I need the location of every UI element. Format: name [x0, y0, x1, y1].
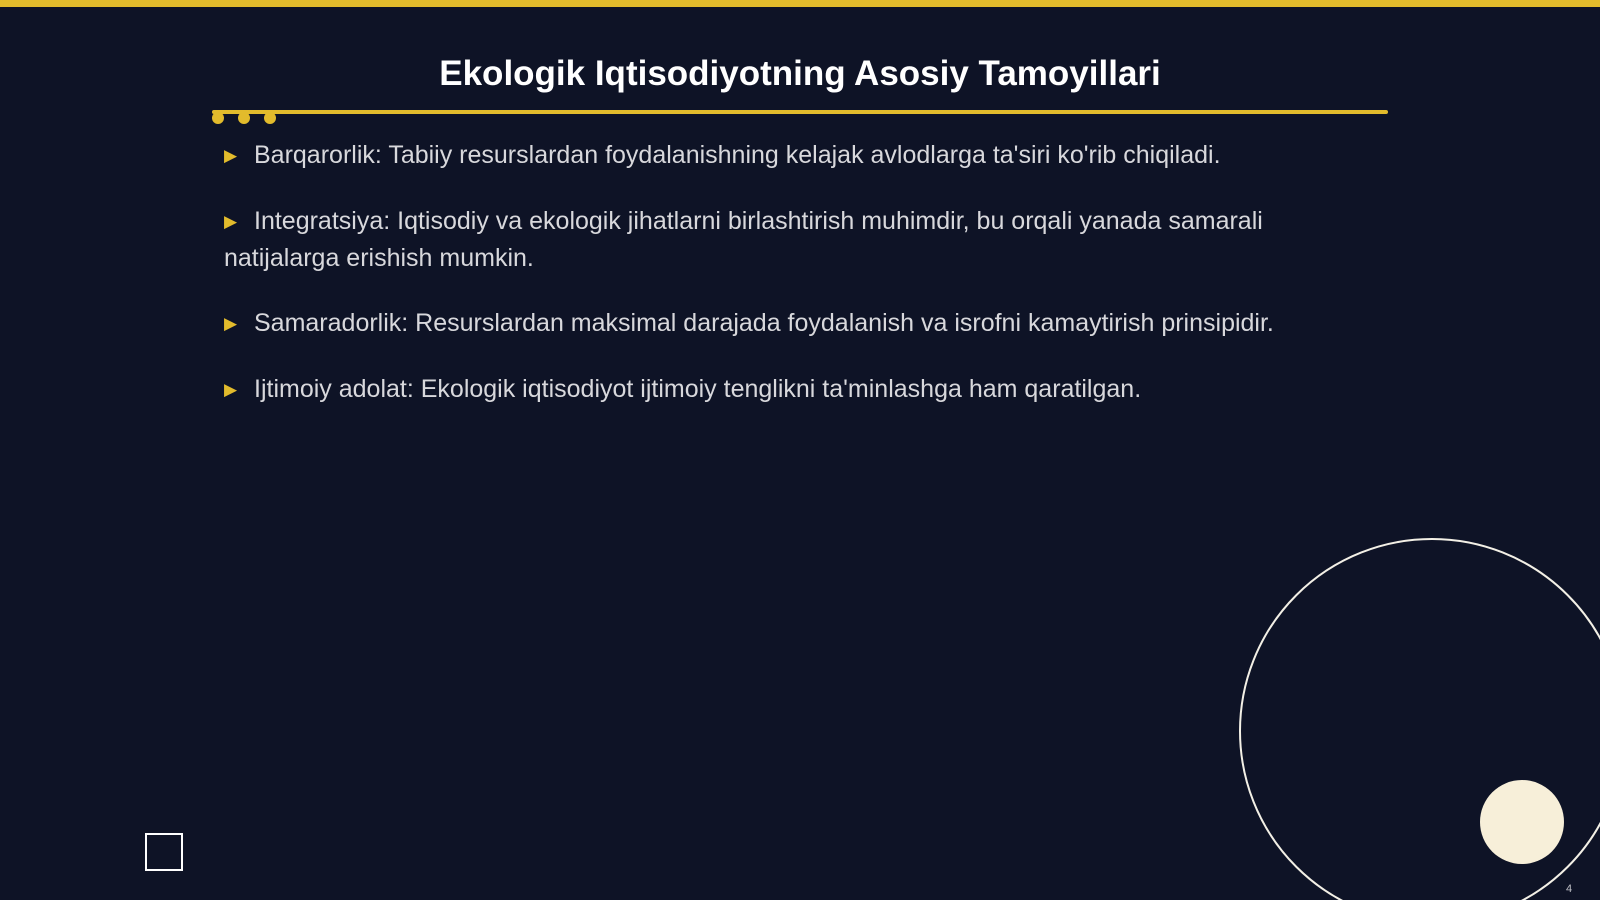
page-number: 4 [1566, 883, 1573, 895]
slide-title: Ekologik Iqtisodiyotning Asosiy Tamoyillari [439, 54, 1161, 93]
bullet-item [224, 137, 1384, 174]
bullet-list [224, 137, 1384, 437]
triangle-bullet-icon: ▶ [224, 314, 238, 333]
title-underline [212, 110, 1388, 114]
bullet-text: Integratsiya: Iqtisodiy va ekologik jihatlarni birlashtirish muhimdir, bu orqali yanada samarali natijalarga erishish mumkin. [224, 207, 1263, 272]
bullet-text: Samaradorlik: Resurslardan maksimal darajada foydalanish va isrofni kamaytirish prinsipidir. [254, 309, 1274, 337]
decorative-dot [238, 112, 250, 124]
bullet-text: Barqarorlik: Tabiiy resurslardan foydalanishning kelajak avlodlarga ta'siri ko'rib chiqiladi. [254, 141, 1221, 169]
top-accent-bar [0, 0, 1600, 7]
triangle-bullet-icon: ▶ [224, 212, 238, 231]
decorative-circle-filled [1480, 780, 1564, 864]
decorative-dot [212, 112, 224, 124]
decorative-square [145, 833, 183, 871]
bullet-item [224, 203, 1384, 276]
decorative-dot [264, 112, 276, 124]
bullet-item [224, 371, 1384, 408]
bullet-text: Ijtimoiy adolat: Ekologik iqtisodiyot ijtimoiy tenglikni ta'minlashga ham qaratilgan. [254, 375, 1142, 403]
triangle-bullet-icon: ▶ [224, 146, 238, 165]
triangle-bullet-icon: ▶ [224, 380, 238, 399]
bullet-item [224, 305, 1384, 342]
